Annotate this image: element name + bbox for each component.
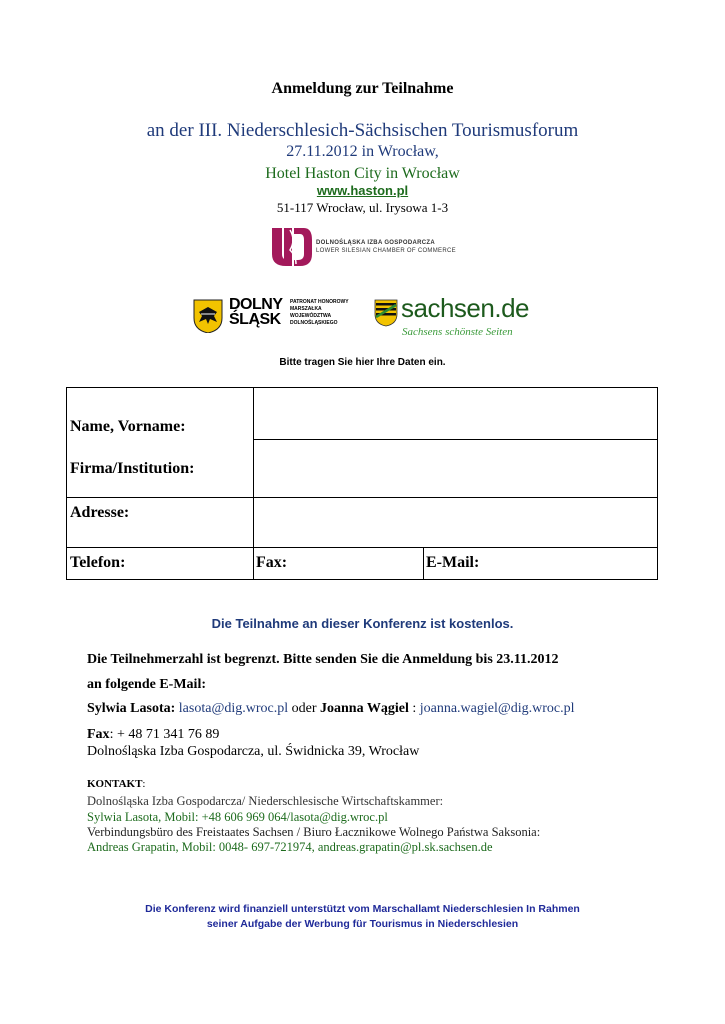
event-venue: Hotel Haston City in Wrocław	[265, 165, 460, 182]
colon: :	[412, 701, 417, 716]
fax-line	[87, 727, 219, 743]
sachsen-name: sachsen.de	[401, 293, 529, 323]
dolny-word: DOLNY	[229, 296, 283, 313]
sachsen-slogan: Sachsens schönste Seiten	[402, 326, 513, 338]
contact2-email-link[interactable]: joanna.wagiel@dig.wroc.pl	[419, 701, 575, 716]
venue-address: 51-117 Wrocław, ul. Irysowa 1-3	[276, 200, 449, 215]
firma-label: Firma/Institution:	[70, 460, 195, 477]
fax-number: : + 48 71 341 76 89	[109, 727, 220, 742]
sachsen-logo	[374, 293, 549, 345]
kontakt-heading: KONTAKT:	[87, 778, 146, 790]
row-divider	[67, 547, 658, 548]
deadline-note: Die Teilnehmerzahl ist begrenzt. Bitte senden Sie die Anmeldung bis 23.11.2012	[87, 652, 559, 667]
oder-word: oder	[291, 701, 317, 716]
patron-line: WOJEWÓDZTWA	[290, 313, 332, 319]
patron-line: MARSZAŁKA	[290, 306, 322, 312]
column-divider	[253, 547, 254, 580]
dig-emblem-icon	[270, 226, 314, 268]
adresse-label: Adresse:	[70, 504, 130, 521]
contact1-email-link[interactable]: lasota@dig.wroc.pl	[178, 701, 289, 716]
event-date: 27.11.2012 in Wrocław,	[286, 143, 439, 160]
deadline-note-continued: an folgende E-Mail:	[87, 677, 206, 692]
free-participation-note: Die Teilnahme an dieser Konferenz ist kostenlos.	[211, 616, 514, 631]
dig-name-english: LOWER SILESIAN CHAMBER OF COMMERCE	[316, 248, 456, 254]
name-field[interactable]	[254, 388, 658, 439]
footer-note: Die Konferenz wird finanziell unterstützt vom Marschallamt Niederschlesien In Rahmen	[145, 903, 580, 915]
footer-note: seiner Aufgabe der Werbung für Tourismus in Niederschlesien	[206, 918, 519, 930]
kontakt-line: Verbindungsbüro des Freistaates Sachsen / Biuro Łacznikowe Wolnego Państwa Saksonia:	[87, 825, 541, 839]
event-title: an der III. Niederschlesich-Sächsischen Tourismusforum	[146, 120, 579, 141]
telefon-label: Telefon:	[70, 554, 126, 571]
form-instruction: Bitte tragen Sie hier Ihre Daten ein.	[279, 357, 446, 368]
registration-form	[66, 387, 658, 580]
name-label: Name, Vorname:	[70, 418, 186, 435]
page-title: Anmeldung zur Teilnahme	[271, 80, 454, 97]
dig-address: Dolnośląska Izba Gospodarcza, ul. Świdnicka 39, Wrocław	[87, 744, 420, 759]
contact1-name: Sylwia Lasota:	[87, 701, 176, 716]
venue-website-text[interactable]: www.haston.pl	[316, 183, 409, 198]
kontakt-line: Andreas Grapatin, Mobil: 0048- 697-721974, andreas.grapatin@pl.sk.sachsen.de	[87, 840, 493, 854]
contact-emails	[87, 701, 575, 717]
dig-logo	[270, 226, 470, 270]
saxony-crest-icon	[374, 299, 398, 327]
column-divider	[423, 547, 424, 580]
kontakt-line: Sylwia Lasota, Mobil: +48 606 969 064/lasota@dig.wroc.pl	[87, 810, 388, 824]
eagle-crest-icon	[193, 299, 223, 333]
dig-name: DOLNOŚLĄSKA IZBA GOSPODARCZA	[316, 240, 435, 246]
contact2-name: Joanna Wągiel	[320, 701, 409, 716]
kontakt-line: Dolnośląska Izba Gospodarcza/ Niederschlesische Wirtschaftskammer:	[87, 794, 444, 808]
email-label: E-Mail:	[426, 554, 480, 571]
adresse-field[interactable]	[254, 498, 658, 547]
fax-label: Fax:	[256, 554, 288, 571]
dolny-slask-logo	[193, 296, 363, 336]
patron-line: PATRONAT HONOROWY	[290, 299, 349, 305]
patron-line: DOLNOŚLĄSKIEGO	[290, 320, 338, 326]
fax-label: Fax	[87, 727, 110, 742]
venue-website-link[interactable]	[0, 183, 725, 199]
slask-word: ŚLĄSK	[229, 311, 281, 328]
firma-field[interactable]	[254, 440, 658, 497]
